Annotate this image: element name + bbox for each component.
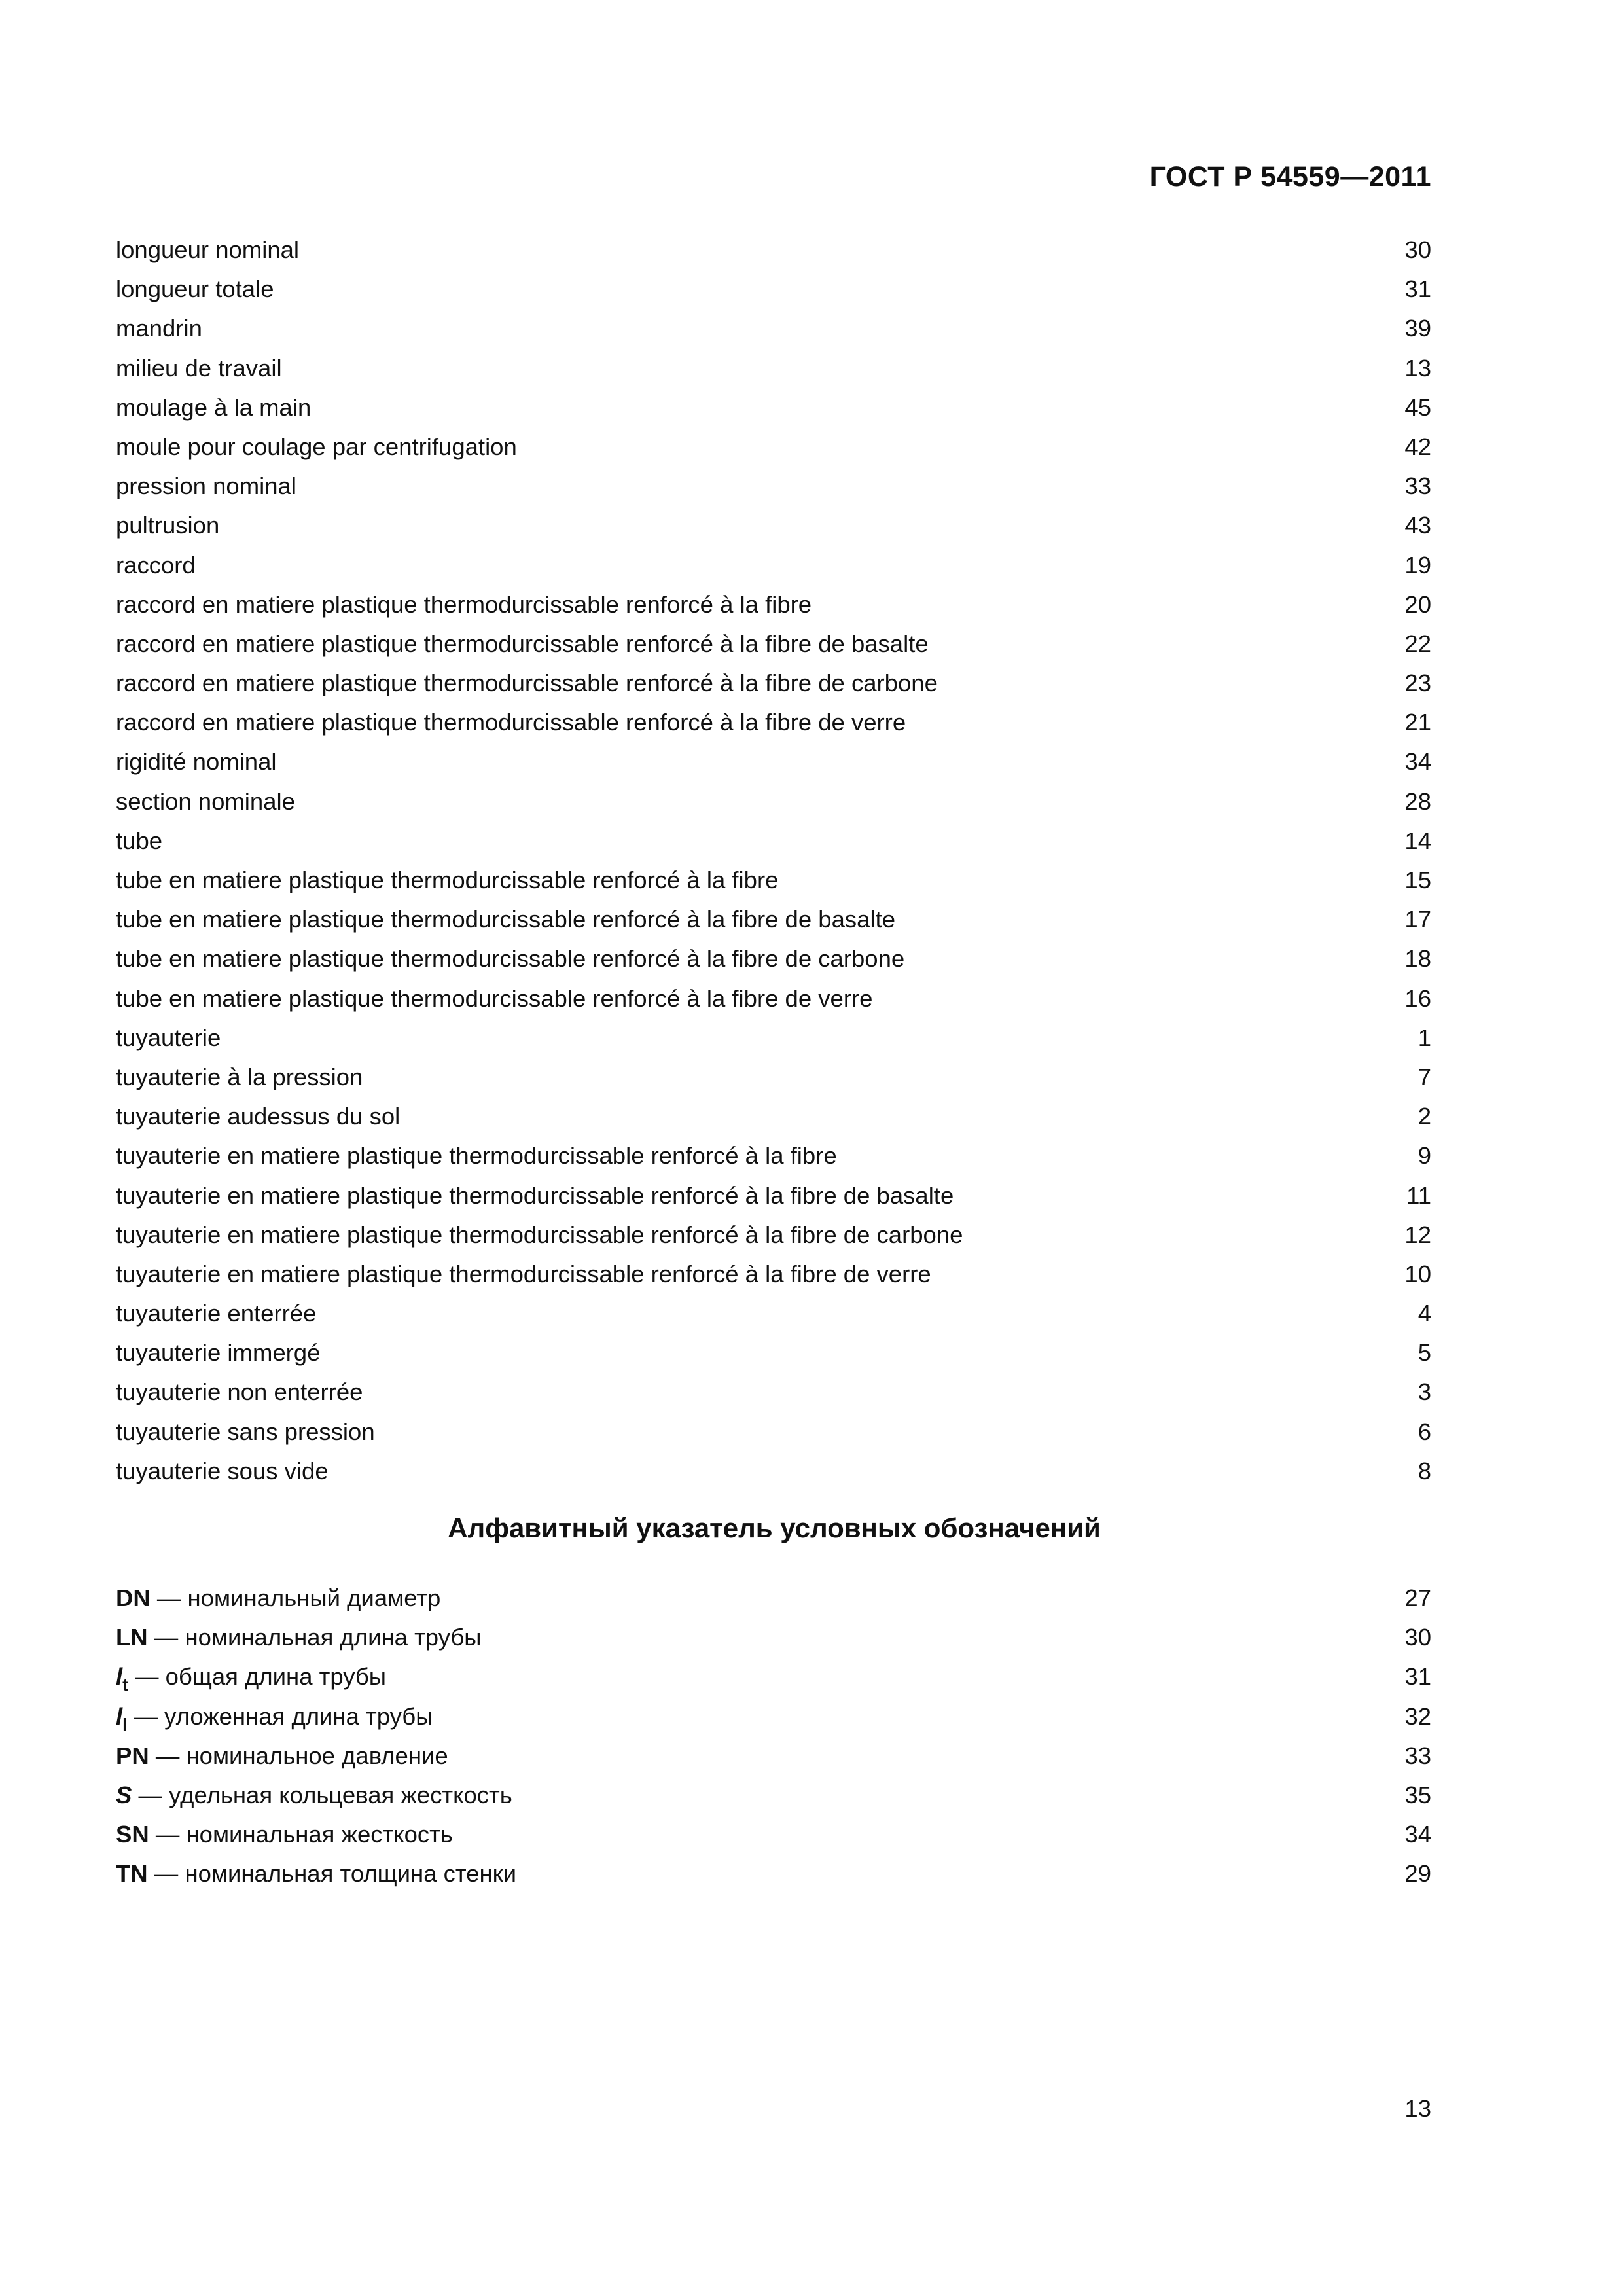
index-number: 1 bbox=[1418, 1024, 1431, 1051]
symbol-definition bbox=[116, 1854, 516, 1893]
index-entry bbox=[116, 1333, 1431, 1372]
symbol-definition bbox=[116, 1579, 440, 1618]
index-term: raccord en matiere plastique thermodurcissable renforcé à la fibre de carbone bbox=[116, 670, 938, 697]
index-term: raccord bbox=[116, 551, 196, 579]
symbol: LN bbox=[116, 1624, 148, 1651]
index-term: raccord en matiere plastique thermodurcissable renforcé à la fibre de basalte bbox=[116, 630, 929, 657]
index-entry bbox=[116, 821, 1431, 861]
index-entry bbox=[116, 388, 1431, 427]
index-entry bbox=[116, 1215, 1431, 1255]
index-term: pression nominal bbox=[116, 473, 296, 500]
index-number: 45 bbox=[1404, 393, 1431, 421]
symbols-index-list bbox=[116, 1579, 1431, 1894]
symbol-description: — номинальная толщина стенки bbox=[147, 1860, 517, 1888]
index-number: 31 bbox=[1404, 276, 1431, 303]
index-entry bbox=[116, 270, 1431, 309]
index-number: 6 bbox=[1418, 1418, 1431, 1445]
symbol-description: — номинальная жесткость bbox=[149, 1821, 453, 1848]
index-number: 11 bbox=[1406, 1181, 1431, 1209]
symbol-entry bbox=[116, 1776, 1431, 1815]
index-term: raccord en matiere plastique thermodurcissable renforcé à la fibre bbox=[116, 590, 812, 618]
symbol: DN bbox=[116, 1585, 151, 1611]
index-term: pultrusion bbox=[116, 512, 220, 539]
index-term: tube bbox=[116, 827, 163, 854]
index-number: 42 bbox=[1404, 433, 1431, 460]
symbol-description: — удельная кольцевая жесткость bbox=[132, 1781, 512, 1808]
index-number: 34 bbox=[1404, 748, 1431, 776]
symbol-description: — номинальное давление bbox=[149, 1742, 448, 1769]
index-term: moule pour coulage par centrifugation bbox=[116, 433, 517, 460]
index-number: 15 bbox=[1404, 867, 1431, 893]
index-entry bbox=[116, 1018, 1431, 1058]
page-number: 13 bbox=[1404, 2095, 1431, 2122]
index-term: tuyauterie en matiere plastique thermodurcissable renforcé à la fibre de carbone bbox=[116, 1221, 963, 1248]
index-entry bbox=[116, 349, 1431, 388]
index-entry bbox=[116, 939, 1431, 978]
index-entry bbox=[116, 1412, 1431, 1452]
index-entry bbox=[116, 624, 1431, 664]
index-number: 17 bbox=[1404, 906, 1431, 933]
symbol-definition bbox=[116, 1618, 482, 1657]
index-entry bbox=[116, 585, 1431, 624]
index-number: 19 bbox=[1404, 551, 1431, 579]
index-term: milieu de travail bbox=[116, 354, 282, 382]
index-term: mandrin bbox=[116, 315, 202, 342]
index-entry bbox=[116, 742, 1431, 781]
symbol-definition bbox=[116, 1776, 512, 1815]
index-entry bbox=[116, 703, 1431, 742]
symbol-number: 31 bbox=[1404, 1663, 1431, 1691]
symbol: SN bbox=[116, 1821, 149, 1848]
index-number: 30 bbox=[1404, 236, 1431, 263]
index-term: tuyauterie immergé bbox=[116, 1339, 321, 1367]
index-entry bbox=[116, 1058, 1431, 1097]
index-entry bbox=[116, 506, 1431, 545]
symbol: TN bbox=[116, 1860, 148, 1888]
index-number: 20 bbox=[1404, 590, 1431, 618]
symbol-entry bbox=[116, 1618, 1431, 1657]
symbol-definition bbox=[116, 1815, 453, 1854]
index-number: 5 bbox=[1418, 1339, 1431, 1367]
symbol-entry bbox=[116, 1697, 1431, 1736]
index-entry bbox=[116, 1136, 1431, 1175]
index-term: tube en matiere plastique thermodurcissable renforcé à la fibre de verre bbox=[116, 984, 873, 1012]
document-code-header: ГОСТ Р 54559—2011 bbox=[1149, 161, 1431, 192]
index-entry bbox=[116, 664, 1431, 703]
index-entry bbox=[116, 1294, 1431, 1333]
index-term: tuyauterie en matiere plastique thermodurcissable renforcé à la fibre bbox=[116, 1142, 837, 1170]
symbol-description: — уложенная длина трубы bbox=[127, 1702, 433, 1730]
index-term: tube en matiere plastique thermodurcissable renforcé à la fibre de basalte bbox=[116, 906, 895, 933]
index-term: section nominale bbox=[116, 787, 295, 815]
symbol-number: 30 bbox=[1404, 1624, 1431, 1651]
index-number: 33 bbox=[1404, 473, 1431, 500]
index-number: 13 bbox=[1404, 354, 1431, 382]
index-entry bbox=[116, 1255, 1431, 1294]
index-term: moulage à la main bbox=[116, 393, 312, 421]
index-term: tube en matiere plastique thermodurcissable renforcé à la fibre bbox=[116, 867, 779, 893]
index-entry bbox=[116, 782, 1431, 821]
symbol-entry bbox=[116, 1854, 1431, 1893]
index-term: tuyauterie bbox=[116, 1024, 221, 1051]
index-term: tuyauterie sous vide bbox=[116, 1457, 329, 1484]
index-number: 7 bbox=[1418, 1063, 1431, 1090]
index-number: 28 bbox=[1404, 787, 1431, 815]
symbol: PN bbox=[116, 1742, 149, 1769]
index-term: tuyauterie non enterrée bbox=[116, 1378, 363, 1406]
index-term: longueur totale bbox=[116, 276, 274, 303]
symbol-number: 33 bbox=[1404, 1742, 1431, 1769]
index-number: 16 bbox=[1404, 984, 1431, 1012]
index-entry bbox=[116, 1176, 1431, 1215]
index-number: 23 bbox=[1404, 670, 1431, 697]
index-term: tuyauterie en matiere plastique thermodurcissable renforcé à la fibre de basalte bbox=[116, 1181, 954, 1209]
symbol-description: — номинальная длина трубы bbox=[147, 1624, 482, 1651]
index-term: longueur nominal bbox=[116, 236, 300, 263]
index-number: 10 bbox=[1404, 1260, 1431, 1287]
symbol-subscript: l bbox=[122, 1714, 128, 1734]
symbol-subscript: t bbox=[122, 1675, 128, 1695]
index-term: tube en matiere plastique thermodurcissable renforcé à la fibre de carbone bbox=[116, 945, 905, 973]
index-entry bbox=[116, 861, 1431, 900]
index-number: 12 bbox=[1404, 1221, 1431, 1248]
index-term: raccord en matiere plastique thermodurcissable renforcé à la fibre de verre bbox=[116, 709, 906, 736]
symbol-number: 35 bbox=[1404, 1781, 1431, 1808]
symbol-number: 34 bbox=[1404, 1821, 1431, 1848]
symbol-entry bbox=[116, 1579, 1431, 1618]
terms-index-list bbox=[116, 230, 1431, 1491]
symbol-number: 27 bbox=[1404, 1585, 1431, 1611]
symbol: l bbox=[116, 1702, 123, 1730]
index-number: 3 bbox=[1418, 1378, 1431, 1406]
symbol-definition bbox=[116, 1736, 448, 1776]
index-entry bbox=[116, 309, 1431, 348]
symbols-section-title: Алфавитный указатель условных обозначений bbox=[448, 1513, 1101, 1543]
index-number: 14 bbox=[1404, 827, 1431, 854]
symbol-entry bbox=[116, 1657, 1431, 1696]
symbol-entry bbox=[116, 1815, 1431, 1854]
symbol-number: 29 bbox=[1404, 1860, 1431, 1888]
index-entry bbox=[116, 979, 1431, 1018]
index-entry bbox=[116, 1372, 1431, 1412]
symbol-description: — номинальный диаметр bbox=[150, 1585, 441, 1611]
symbol-number: 32 bbox=[1404, 1702, 1431, 1730]
index-entry bbox=[116, 546, 1431, 585]
index-entry bbox=[116, 467, 1431, 506]
index-number: 39 bbox=[1404, 315, 1431, 342]
index-number: 22 bbox=[1404, 630, 1431, 657]
symbol-entry bbox=[116, 1736, 1431, 1776]
index-term: tuyauterie enterrée bbox=[116, 1300, 317, 1327]
index-entry bbox=[116, 900, 1431, 939]
index-number: 8 bbox=[1418, 1457, 1431, 1484]
index-term: rigidité nominal bbox=[116, 748, 277, 776]
index-number: 2 bbox=[1418, 1103, 1431, 1130]
index-term: tuyauterie sans pression bbox=[116, 1418, 375, 1445]
index-term: tuyauterie audessus du sol bbox=[116, 1103, 401, 1130]
index-number: 18 bbox=[1404, 945, 1431, 973]
index-number: 9 bbox=[1418, 1142, 1431, 1170]
index-entry bbox=[116, 1097, 1431, 1136]
symbol: S bbox=[116, 1781, 132, 1808]
symbol-definition bbox=[116, 1657, 386, 1696]
symbol: l bbox=[116, 1663, 123, 1691]
index-number: 4 bbox=[1418, 1300, 1431, 1327]
index-term: tuyauterie à la pression bbox=[116, 1063, 363, 1090]
symbol-definition bbox=[116, 1697, 433, 1736]
index-number: 43 bbox=[1404, 512, 1431, 539]
symbol-description: — общая длина трубы bbox=[128, 1663, 387, 1691]
index-entry bbox=[116, 427, 1431, 467]
index-entry bbox=[116, 230, 1431, 270]
index-number: 21 bbox=[1404, 709, 1431, 736]
index-term: tuyauterie en matiere plastique thermodurcissable renforcé à la fibre de verre bbox=[116, 1260, 931, 1287]
index-entry bbox=[116, 1452, 1431, 1491]
